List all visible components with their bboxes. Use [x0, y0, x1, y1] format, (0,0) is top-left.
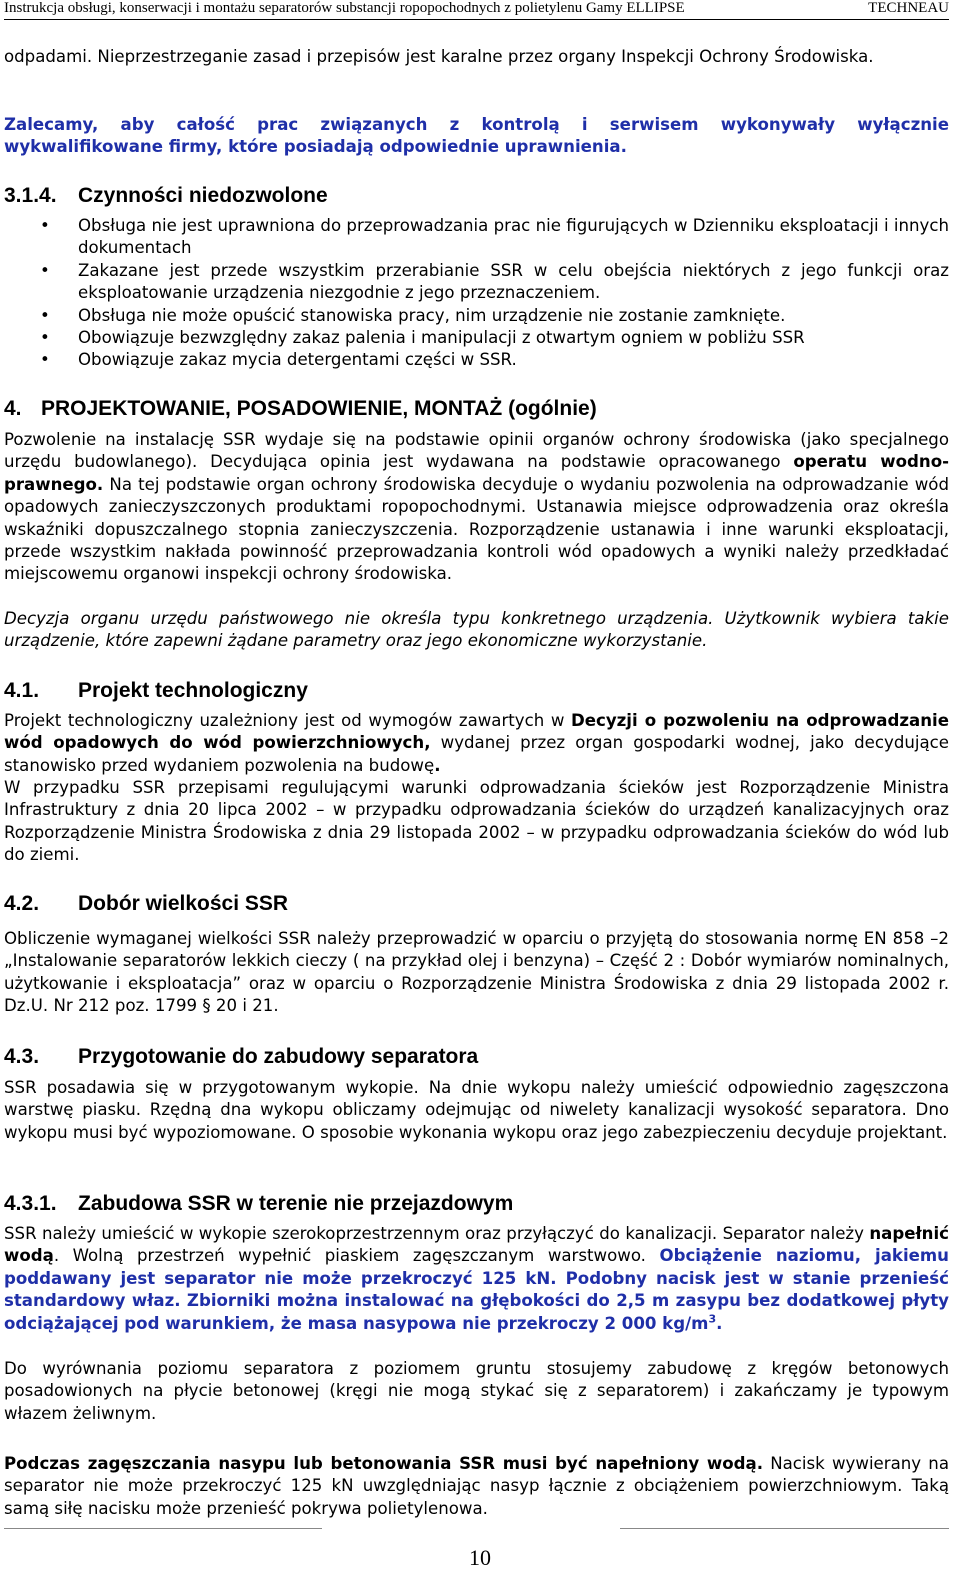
- technology-project-paragraph: [4, 710, 949, 777]
- list-item: • Obowiązuje bezwzględny zakaz palenia i manipulacji z otwartym ogniem w pobliżu SSR: [4, 327, 949, 349]
- text-run: . Wolną przestrzeń wypełnić piaskiem zagęszczanym warstwowo.: [53, 1246, 660, 1266]
- section-number: 4.1.: [4, 679, 40, 702]
- section-4-1-heading: [4, 679, 308, 703]
- section-title: Projekt technologiczny: [78, 679, 308, 702]
- leveling-paragraph: Do wyrównania poziomu separatora z poziomem gruntu stosujemy zabudowę z kręgów betonowych posadowionych na płycie betonowej (kręgi nie mogą stykać się z separatorem) i zakańczamy je typowym włazem żeliwnym.: [4, 1359, 949, 1423]
- section-number: 4.3.1.: [4, 1192, 57, 1215]
- list-item: • Obsługa nie może opuścić stanowiska pracy, nim urządzenie nie zostanie zamknięte.: [4, 305, 949, 327]
- section-title: Przygotowanie do zabudowy separatora: [78, 1045, 479, 1068]
- section-4-3-heading: [4, 1045, 478, 1069]
- preparation-paragraph: SSR posadawia się w przygotowanym wykopie. Na dnie wykopu należy umieścić odpowiednio zagęszczona warstwę piasku. Rzędną dna wykopu obliczamy odejmując od niwelety kanalizacji wysokość separatora. Dno wykopu musi być wypoziomowane. O sposobie wykonania wykopu oraz jego zabezpieczeniu decyduje projektant.: [4, 1078, 949, 1142]
- sizing-paragraph: Obliczenie wymaganej wielkości SSR należy przeprowadzić w oparciu o przyjętą do stosowania normę EN 858 –2 „Instalowanie separatorów lekkich cieczy ( na przykład olej i benzyna) – Część 2 : Dobór wymiarów nominalnych, użytkowanie i eksploatacja” oraz w oparciu o Rozporządzenie Ministra Środowiska z dnia 29 listopada 2002 r. Dz.U. Nr 212 poz. 1799 § 20 i 21.: [4, 929, 949, 1016]
- permit-paragraph: [4, 429, 949, 586]
- list-item: • Obsługa nie jest uprawniona do przeprowadzania prac nie figurujących w Dzienniku eksploatacji i innych dokumentach: [4, 215, 949, 260]
- text-run: wydanej przez organ gospodarki wodnej, jako decydujące stanowisko przed wydaniem pozwolenia na budowę: [4, 733, 949, 775]
- page-header: [4, 0, 949, 20]
- text-run-bold: .: [434, 755, 441, 775]
- prohibited-actions-list: [4, 215, 949, 372]
- text-run-bold: Podczas zagęszczania nasypu lub betonowania SSR musi być napełniony wodą.: [4, 1454, 764, 1473]
- section-number: 4.2.: [4, 892, 40, 915]
- intro-paragraph: odpadami. Nieprzestrzeganie zasad i przepisów jest karalne przez organy Inspekcji Ochrony Środowiska.: [4, 47, 874, 66]
- page-number: 10: [469, 1545, 491, 1570]
- section-4-heading: [4, 397, 597, 421]
- list-item: • Obowiązuje zakaz mycia detergentami części w SSR.: [4, 349, 949, 371]
- section-4-2-heading: [4, 892, 288, 916]
- section-number: 4.: [4, 397, 22, 420]
- text-run: Nacisk wywierany na separator nie może przekroczyć 125 kN uwzględniając nasyp łącznie z obciążeniem powierzchniowym. Taką samą siłę nacisku może przenieść pokrywa polietylenowa.: [4, 1454, 949, 1518]
- section-title: Zabudowa SSR w terenie nie przejazdowym: [78, 1192, 514, 1215]
- text-run: SSR należy umieścić w wykopie szerokoprzestrzennym oraz przyłączyć do kanalizacji. Separator należy: [4, 1224, 870, 1243]
- footer-rule-right: [620, 1528, 949, 1529]
- recommendation-paragraph: Zalecamy, aby całość prac związanych z kontrolą i serwisem wykonywały wyłącznie wykwalifikowane firmy, które posiadają odpowiednie uprawnienia.: [4, 115, 949, 157]
- compaction-paragraph: [4, 1453, 949, 1520]
- list-item: • Zakazane jest przede wszystkim przerabianie SSR w celu obejścia niektórych z jego funkcji oraz eksploatowanie urządzenia niezgodnie z jego przeznaczeniem.: [4, 260, 949, 305]
- section-title: Czynności niedozwolone: [78, 184, 328, 207]
- text-run-blue-bold: Obciążenie naziomu, jakiemu poddawany jest separator nie może przekroczyć 125 kN. Podobny nacisk jest w stanie przenieść standardowy właz. Zbiorniki można instalować na głębokości do 2,5 m zasypu bez dodatkowej płyty odciążającej pod warunkiem, że masa nasypowa nie przekroczy 2 000 kg/m: [4, 1246, 949, 1333]
- section-number: 3.1.4.: [4, 184, 57, 207]
- text-run-bold: Decyzji o pozwoleniu na odprowadzanie wód opadowych do wód powierzchniowych,: [4, 711, 949, 753]
- installation-paragraph: [4, 1223, 949, 1335]
- header-document-title: Instrukcja obsługi, konserwacji i montażu separatorów substancji ropopochodnych z polietylenu Gamy ELLIPSE: [4, 0, 685, 16]
- regulations-paragraph: W przypadku SSR przepisami regulującymi warunki odprowadzania ścieków jest Rozporządzenie Ministra Infrastruktury z dnia 20 lipca 2002 – w przypadku odprowadzania ścieków do urządzeń kanalizacyjnych oraz Rozporządzenie Ministra Środowiska z dnia 29 listopada 2002 – w przypadku odprowadzania ścieków do wód lub do ziemi.: [4, 778, 949, 865]
- header-company: TECHNEAU: [868, 0, 949, 16]
- footer-rule-left: [4, 1528, 322, 1529]
- section-title: PROJEKTOWANIE, POSADOWIENIE, MONTAŻ (ogólnie): [41, 397, 597, 420]
- text-run: Na tej podstawie organ ochrony środowiska decyduje o wydaniu pozwolenia na odprowadzanie wód opadowych zanieczyszczonych produktami ropopochodnymi. Ustanawia miejsce odprowadzenia oraz określa wskaźniki dopuszczalnego stopnia zanieczyszczenia. Rozporządzenie ustanawia i inne warunki eksploatacji, przede wszystkim nakłada powinność przeprowadzania kontroli wód opadowych a wyniki należy przedkładać miejscowemu organowi inspekcji ochrony środowiska.: [4, 474, 949, 584]
- section-number: 4.3.: [4, 1045, 40, 1068]
- section-4-3-1-heading: [4, 1192, 513, 1216]
- text-run-blue-bold: .: [716, 1313, 723, 1333]
- text-run: Pozwolenie na instalację SSR wydaje się na podstawie opinii organów ochrony środowiska (jako specjalnego urzędu budowlanego). Decydująca opinia jest wydawana na podstawie opracowanego: [4, 430, 949, 472]
- decision-paragraph: Decyzja organu urzędu państwowego nie określa typu konkretnego urządzenia. Użytkownik wybiera takie urządzenie, które zapewni żądane parametry oraz jego ekonomiczne wykorzystanie.: [4, 609, 949, 651]
- superscript: 3: [708, 1312, 717, 1326]
- section-title: Dobór wielkości SSR: [78, 892, 289, 915]
- section-3-1-4-heading: [4, 184, 328, 208]
- text-run: Projekt technologiczny uzależniony jest od wymogów zawartych w: [4, 711, 571, 730]
- text-run-bold: napełnić wodą: [4, 1224, 949, 1266]
- text-run-bold: operatu wodno-prawnego.: [4, 452, 949, 494]
